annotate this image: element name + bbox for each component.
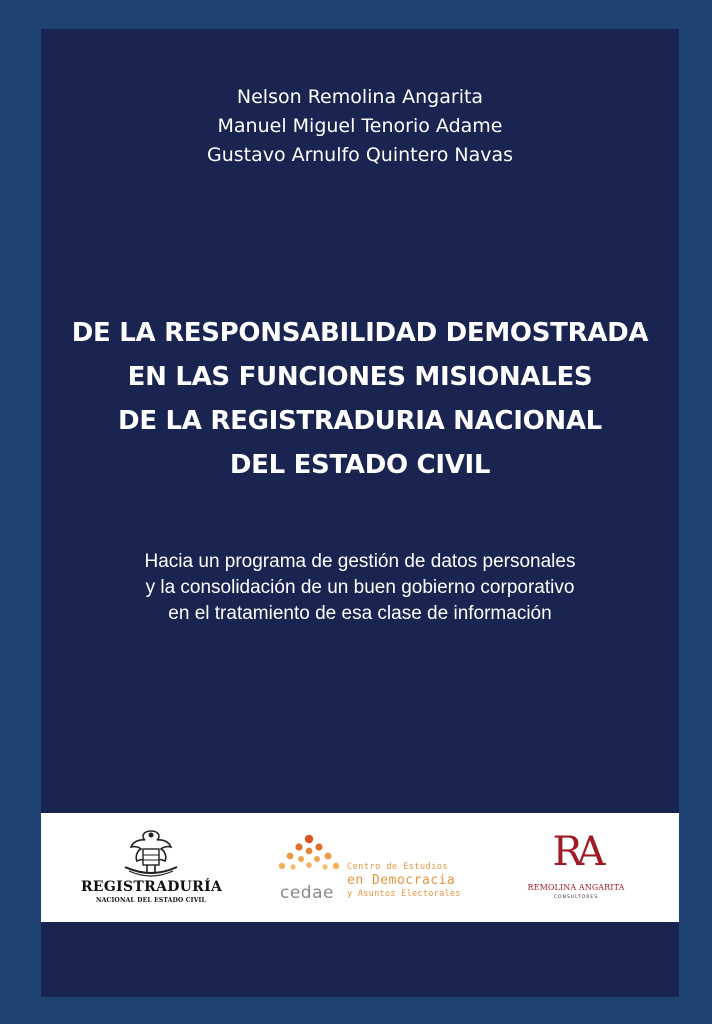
title-line: EN LAS FUNCIONES MISIONALES: [127, 362, 593, 392]
registraduria-logo: [81, 813, 221, 922]
author-name: Nelson Remolina Angarita: [236, 86, 484, 108]
cedae-wordmark: cedae: [280, 883, 334, 903]
subtitle-line: y la consolidación de un buen gobierno corporativo: [145, 577, 575, 598]
title-line: DEL ESTADO CIVIL: [229, 450, 491, 480]
author-name: Manuel Miguel Tenorio Adame: [217, 115, 503, 137]
cedae-line: Centro de Estudios: [347, 862, 449, 872]
ra-firm-name: REMOLINA ANGARITA: [527, 883, 625, 892]
remolina-angarita-logo: [521, 813, 631, 922]
cedae-dots-icon: [273, 833, 345, 881]
author-list: [41, 83, 679, 170]
subtitle-line: Hacia un programa de gestión de datos personales: [144, 551, 576, 572]
cedae-line: en Democracia: [347, 873, 456, 888]
author-name: Gustavo Arnulfo Quintero Navas: [206, 144, 513, 166]
book-title: [41, 311, 679, 487]
book-subtitle: [41, 549, 679, 627]
registraduria-name: REGISTRADURÍA: [81, 879, 223, 895]
ra-monogram: RA: [552, 829, 600, 875]
title-line: DE LA REGISTRADURIA NACIONAL: [118, 406, 602, 436]
cedae-logo: [269, 813, 479, 922]
subtitle-line: en el tratamiento de esa clase de información: [168, 603, 552, 624]
title-line: DE LA RESPONSABILIDAD DEMOSTRADA: [71, 318, 649, 348]
logo-band: [41, 813, 679, 922]
cedae-fullname: [347, 861, 461, 900]
registraduria-subtitle: NACIONAL DEL ESTADO CIVIL: [96, 897, 206, 904]
coat-of-arms-icon: [119, 827, 183, 879]
cedae-line: y Asuntos Electorales: [347, 889, 461, 899]
ra-firm-subtitle: CONSULTORES: [553, 895, 599, 900]
book-cover: [41, 29, 679, 997]
